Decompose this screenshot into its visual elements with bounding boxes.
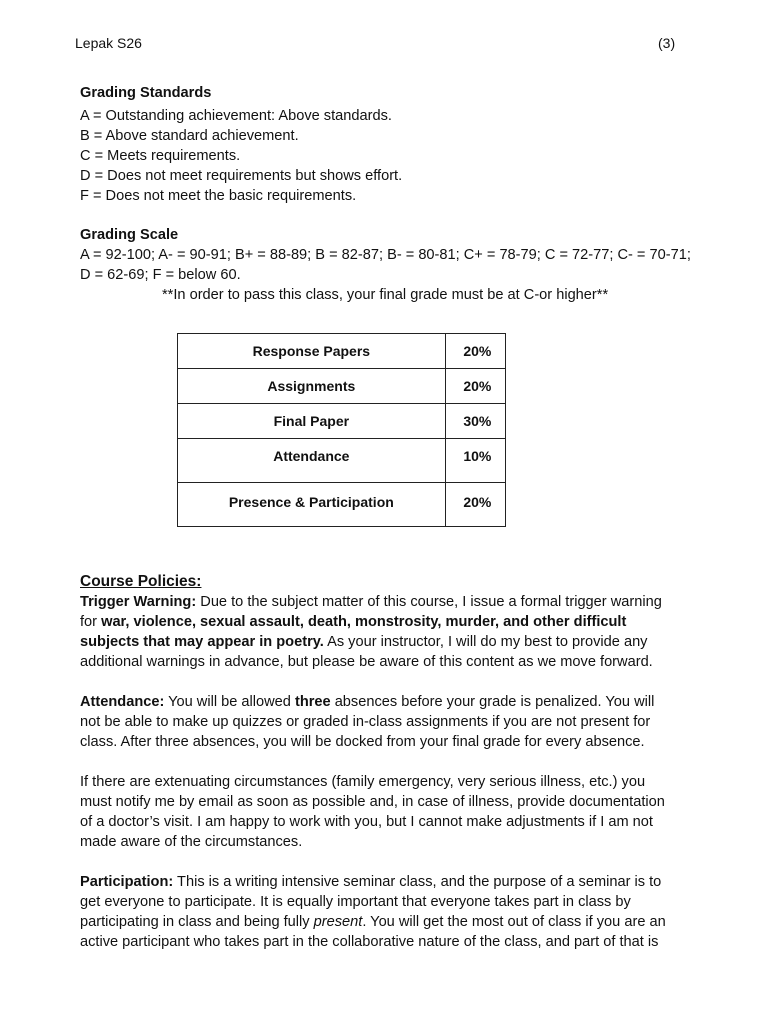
category-cell: Attendance [178, 439, 446, 483]
paragraph-text: Due to the subject matter of this course, I issue a formal trigger warning [196, 594, 662, 610]
page-number: (3) [658, 35, 676, 51]
paragraph-text: If there are extenuating circumstances (family emergency, very serious illness, etc.) you [80, 774, 646, 790]
percent-cell: 20% [445, 334, 505, 369]
category-cell: Presence & Participation [178, 483, 446, 527]
paragraph-text: You will be allowed [164, 694, 295, 710]
table-row [178, 483, 506, 527]
table-row [178, 439, 506, 483]
course-policies-heading: Course Policies: [80, 573, 202, 590]
extenuating-circumstances-paragraph [80, 772, 690, 852]
absence-count: three [294, 694, 331, 710]
paragraph-text: absences before your grade is penalized. You will [330, 694, 655, 710]
paragraph-text: for [80, 614, 102, 630]
category-cell: Assignments [178, 369, 446, 404]
paragraph-text: . You will get the most out of class if you are an [362, 914, 666, 930]
grading-standard-item: B = Above standard achievement. [80, 128, 299, 144]
grading-scale-line: D = 62-69; F = below 60. [80, 267, 241, 283]
paragraph-text: This is a writing intensive seminar class, and the purpose of a seminar is to [173, 874, 662, 890]
paragraph-text: participating in class and being fully [80, 914, 314, 930]
attendance-paragraph [80, 692, 690, 752]
percent-cell: 30% [445, 404, 505, 439]
participation-label: Participation: [80, 874, 174, 890]
paragraph-text: made aware of the circumstances. [80, 834, 303, 850]
participation-paragraph [80, 872, 690, 952]
grading-scale-section [80, 225, 690, 305]
table-row [178, 334, 506, 369]
trigger-warning-paragraph [80, 592, 690, 672]
trigger-warning-label: Trigger Warning: [80, 594, 197, 610]
course-policies-section [80, 572, 690, 952]
emphasized-word: present [313, 914, 363, 930]
paragraph-text: class. After three absences, you will be docked from your final grade for every absence. [80, 734, 645, 750]
paragraph-text: As your instructor, I will do my best to provide any [323, 634, 648, 650]
passing-grade-note: **In order to pass this class, your final grade must be at C-or higher** [162, 287, 609, 303]
warning-topics: war, violence, sexual assault, death, monstrosity, murder, and other difficult [101, 614, 627, 630]
grade-weights-table [177, 333, 506, 527]
grading-scale-heading: Grading Scale [80, 227, 179, 243]
grading-standard-item: A = Outstanding achievement: Above standards. [80, 108, 392, 124]
category-cell: Final Paper [178, 404, 446, 439]
paragraph-text: active participant who takes part in the collaborative nature of the class, and part of that is [80, 934, 659, 950]
paragraph-text: get everyone to participate. It is equally important that everyone takes part in class by [80, 894, 631, 910]
percent-cell: 10% [445, 439, 505, 483]
percent-cell: 20% [445, 483, 505, 527]
grading-standard-item: F = Does not meet the basic requirements. [80, 188, 357, 204]
grading-standards-heading: Grading Standards [80, 85, 212, 101]
paragraph-text: of a doctor’s visit. I am happy to work with you, but I cannot make adjustments if I am not [80, 814, 653, 830]
attendance-label: Attendance: [80, 694, 165, 710]
grading-standards-section [80, 83, 690, 206]
paragraph-text: must notify me by email as soon as possible and, in case of illness, provide documentation [80, 794, 665, 810]
running-header: Lepak S26 [75, 35, 142, 51]
grading-standard-item: D = Does not meet requirements but shows effort. [80, 168, 403, 184]
paragraph-text: not be able to make up quizzes or graded in-class assignments if you are not present for [80, 714, 651, 730]
grading-scale-line: A = 92-100; A- = 90-91; B+ = 88-89; B = 82-87; B- = 80-81; C+ = 78-79; C = 72-77; C- = 70-71; [80, 247, 691, 263]
table-row [178, 404, 506, 439]
category-cell: Response Papers [178, 334, 446, 369]
grading-standard-item: C = Meets requirements. [80, 148, 241, 164]
table-row [178, 369, 506, 404]
warning-topics: subjects that may appear in poetry. [80, 634, 324, 650]
percent-cell: 20% [445, 369, 505, 404]
paragraph-text: additional warnings in advance, but please be aware of this content as we move forward. [80, 654, 653, 670]
